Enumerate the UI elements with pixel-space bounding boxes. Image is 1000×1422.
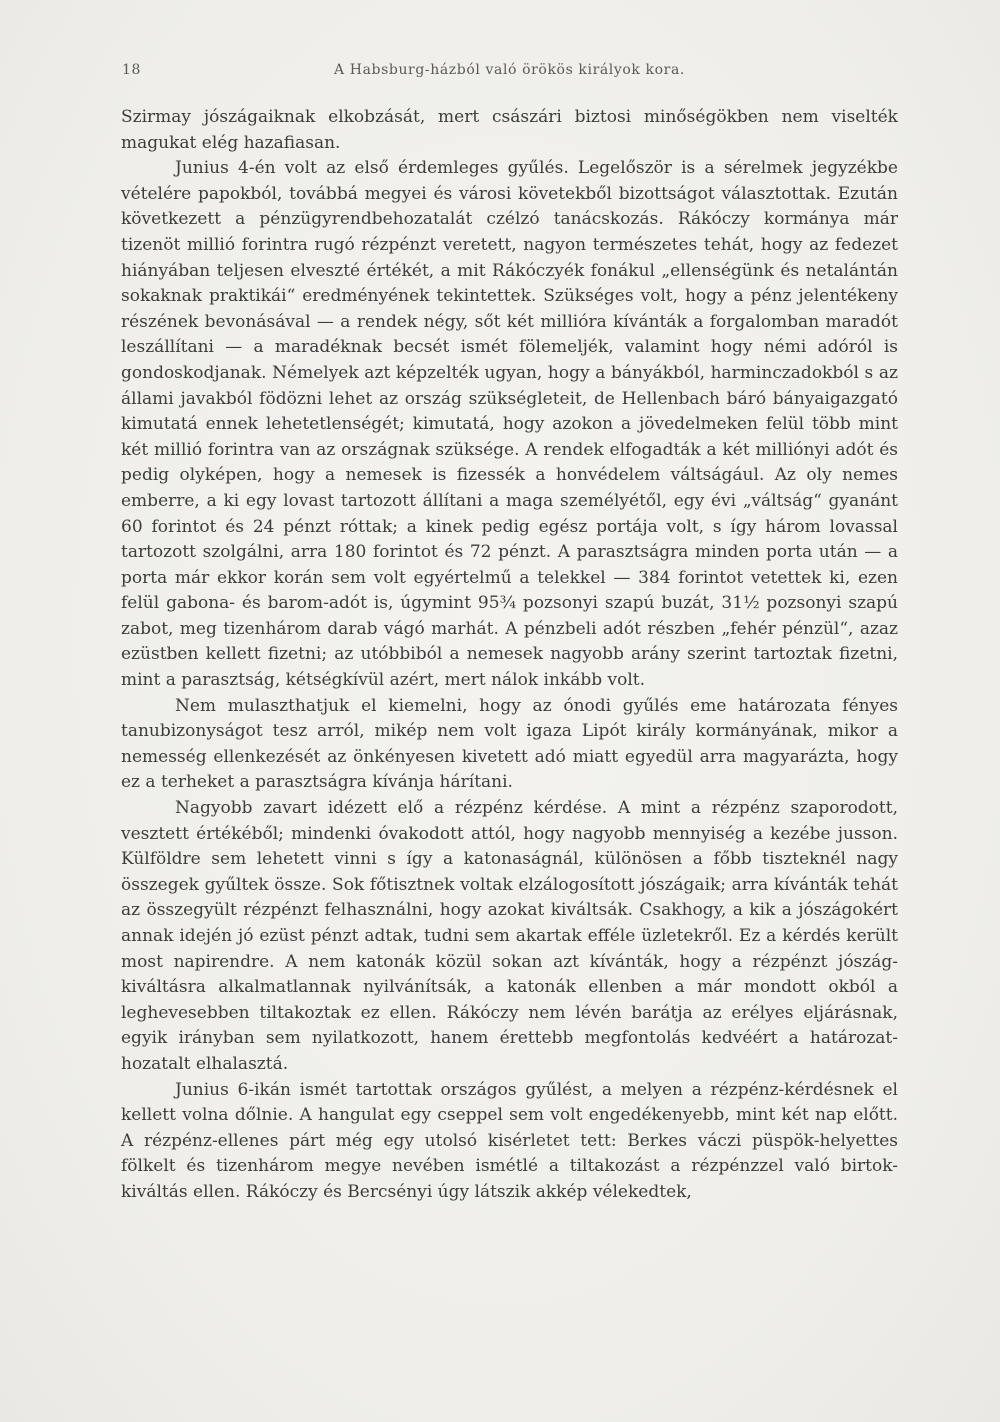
paragraph: Junius 4-én volt az első érdemleges gyűlés. Legelőször is a sérelmek jegyzékbe vételére papokból, továbbá megyei és városi követekből bizottságot választottak. Ezután következett a pénzügyrendbehozatalát czélzó tanácskozás. Rákóczy kormánya már tizenöt millió forintra rugó rézpénzt veretett, nagyon természetes tehát, hogy az fedezet hiányában teljesen elveszté értékét, a mit Rákóczyék fonákul „ellenségünk és netalántán sokaknak praktikái“ eredményének tekintettek. Szükséges volt, hogy a pénz jelentékeny részének bevonásával — a rendek négy, sőt két millióra kívánták a forgalomban maradót leszállítani — a maradéknak becsét ismét fölemeljék, valamint hogy némi adóról is gondoskodjanak. Némelyek azt képzelték ugyan, hogy a bányákból, harminczadokból s az állami javakból födözni lehet az ország szükségleteit, de Hellenbach báró bányaigazgató kimutatá ennek lehetetlenségét; kimutatá, hogy azokon a jövedelmeken felül több mint két millió forintra van az országnak szüksége. A rendek elfogadták a két milliónyi adót és pedig olyképen, hogy a nemesek is fizessék a honvédelem váltságául. Az oly nemes emberre, a ki egy lovast tartozott állítani a maga személyétől, egy évi „váltság“ gyanánt 60 forintot és 24 pénzt róttak; a kinek pedig egész portája volt, s így három lovassal tartozott szolgálni, arra 180 forintot és 72 pénzt. A parasztságra minden porta után — a porta már ekkor korán sem volt egyértelmű a telekkel — 384 forintot vetettek ki, ezen felül gabona- és barom-adót is, úgymint 95¾ pozsonyi szapú buzát, 31½ pozsonyi szapú zabot, meg tizenhárom darab vágó marhát. A pénzbeli adót részben „fehér pénzül“, azaz ezüstben kellett fizetni; az utóbbiból a nemesek nagyobb arány szerint tartoztak fizetni, mint a parasztság, kétségkívül azért, mert nálok inkább volt. bbox=[121, 158, 898, 691]
paragraph: Nagyobb zavart idézett elő a rézpénz kérdése. A mint a rézpénz szaporodott, vesztett értékéből; mindenki óvakodott attól, hogy nagyobb mennyiség a kezébe jusson. Külföldre sem lehetett vinni s így a katonaságnál, különösen a főbb tiszteknél nagy összegek gyűltek össze. Sok főtisztnek voltak elzálogosított jószágaik; arra kívánták tehát az összegyült rézpénzt felhasználni, hogy azokat kiváltsák. Csakhogy, a kik a jószágokért annak idején jó ezüst pénzt adtak, tudni sem akartak efféle üzletekről. Ez a kérdés került most napirendre. A nem katonák közül sokan azt kívánták, hogy a rézpénzt jószág-kiváltásra alkalmatlannak nyilvánítsák, a katonák ellenben a már mondott okból a leghevesebben tiltakoztak ez ellen. Rákóczy nem lévén barátja az erélyes eljárásnak, egyik irányban sem nyilatkozott, hanem érettebb megfontolás kedvéért a határozat-hozatalt elhalasztá. bbox=[121, 798, 898, 1074]
paragraph: Junius 6-ikán ismét tartottak országos gyűlést, a melyen a rézpénz-kérdésnek el kellett volna dőlnie. A hangulat egy cseppel sem volt engedékenyebb, mint két nap előtt. A rézpénz-ellenes párt még egy utolsó kisérletet tett: Berkes váczi püspök-helyettes fölkelt és tizenhárom megye nevében ismétlé a tiltakozást a rézpénzzel való birtok-kiváltás ellen. Rákóczy és Bercsényi úgy látszik akkép vélekedtek, bbox=[121, 1079, 898, 1202]
paragraph: Nem mulaszthatjuk el kiemelni, hogy az ónodi gyűlés eme határozata fényes tanubizonyságot tesz arról, mikép nem volt igaza Lipót király kormányának, mikor a nemesség ellenkezését az önkényesen kivetett adó miatt egyedül arra magyarázta, hogy ez a terheket a parasztságra kívánja hárítani. bbox=[121, 695, 898, 793]
page-number: 18 bbox=[122, 62, 142, 78]
running-title: A Habsburg-házból való örökös királyok kora. bbox=[334, 62, 685, 78]
body-text bbox=[121, 105, 898, 1206]
page-header bbox=[122, 62, 897, 86]
paragraph: Szirmay jószágaiknak elkobzását, mert császári biztosi minőségökben nem viselték magukat elég hazafiasan. bbox=[121, 107, 898, 153]
